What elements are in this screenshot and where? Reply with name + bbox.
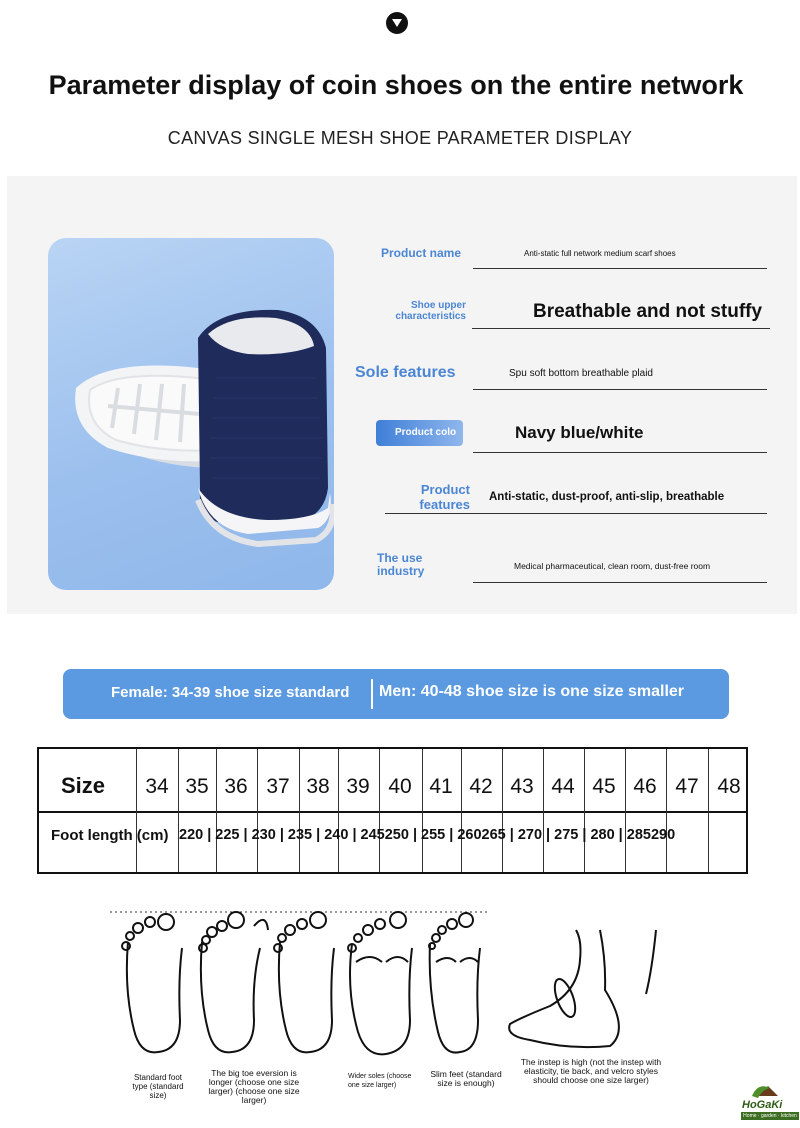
table-col-divider (543, 749, 544, 872)
param-divider (385, 513, 767, 514)
size-cell: 42 (469, 775, 493, 798)
size-cell: 35 (185, 775, 209, 798)
param-label-industry (377, 552, 437, 578)
page-subtitle: CANVAS SINGLE MESH SHOE PARAMETER DISPLAY (167, 128, 633, 148)
size-cell: 37 (266, 775, 290, 798)
param-label-upper (382, 300, 466, 322)
table-col-divider (379, 749, 380, 872)
chevron-down-icon (386, 12, 408, 34)
size-cell: 40 (388, 775, 412, 798)
param-label-features-text: Product features (419, 482, 470, 512)
foot-length-header: Foot length (cm) (51, 827, 169, 844)
size-standard-banner (63, 669, 729, 719)
foot-type-illustrations (100, 900, 700, 1060)
size-cell: 46 (633, 775, 657, 798)
size-cell: 48 (717, 775, 741, 798)
caption-toe-eversion: The big toe eversion is longer (choose one size larger) (choose one size larger) (208, 1068, 300, 1105)
table-col-divider (136, 749, 137, 872)
size-cell: 38 (306, 775, 330, 798)
param-label-product-name: Product name (381, 246, 462, 260)
param-value-sole: Spu soft bottom breathable plaid (509, 368, 653, 379)
size-cell: 39 (346, 775, 370, 798)
female-size-note: Female: 34-39 shoe size standard (111, 684, 350, 701)
size-cell: 47 (675, 775, 699, 798)
table-row-divider (39, 811, 746, 813)
param-label-industry-text: The use industry (377, 551, 425, 578)
table-col-divider (666, 749, 667, 872)
table-col-divider (216, 749, 217, 872)
param-divider (473, 268, 767, 269)
logo-tagline: Home · garden · kitchen (741, 1112, 799, 1120)
caption-high-instep: The instep is high (not the instep with elasticity, tie back, and velcro styles should choose one size larger) (520, 1057, 662, 1085)
table-col-divider (708, 749, 709, 872)
caption-wider-soles: Wider soles (choose one size larger) (348, 1073, 412, 1089)
param-label-sole: Sole features (355, 364, 456, 381)
table-col-divider (338, 749, 339, 872)
size-cell: 34 (145, 775, 169, 798)
param-divider (473, 452, 767, 453)
param-value-product-name: Anti-static full network medium scarf shoes (524, 249, 676, 258)
param-label-color: Product colo (395, 427, 457, 438)
param-label-features (400, 482, 470, 512)
size-cell: 45 (592, 775, 616, 798)
size-cell: 43 (510, 775, 534, 798)
param-label-color-pill (376, 420, 463, 446)
product-photo (48, 238, 334, 590)
param-divider (472, 328, 770, 329)
table-col-divider (502, 749, 503, 872)
table-col-divider (257, 749, 258, 872)
size-cell: 36 (224, 775, 248, 798)
table-col-divider (299, 749, 300, 872)
table-col-divider (422, 749, 423, 872)
foot-length-values: 220 | 225 | 230 | 235 | 240 | 245250 | 255 | 260265 | 270 | 275 | 280 | 285290 (179, 827, 676, 843)
size-header: Size (61, 773, 106, 798)
size-table (37, 747, 748, 874)
logo-name: HoGaKi (742, 1099, 783, 1111)
caption-slim-feet: Slim feet (standard size is enough) (430, 1069, 502, 1088)
param-value-industry: Medical pharmaceutical, clean room, dust-free room (514, 561, 711, 571)
param-divider (473, 389, 767, 390)
param-value-features: Anti-static, dust-proof, anti-slip, breathable (489, 491, 725, 503)
table-col-divider (461, 749, 462, 872)
caption-standard-foot: Standard foot type (standard size) (132, 1073, 184, 1100)
male-size-note: Men: 40-48 shoe size is one size smaller (379, 683, 685, 700)
param-divider (473, 582, 767, 583)
size-cell: 44 (551, 775, 575, 798)
table-col-divider (584, 749, 585, 872)
param-value-color: Navy blue/white (515, 423, 644, 442)
page-title: Parameter display of coin shoes on the entire network (48, 70, 744, 100)
param-label-upper-text: Shoe upper characteristics (395, 300, 466, 322)
param-value-upper: Breathable and not stuffy (533, 301, 763, 322)
table-col-divider (625, 749, 626, 872)
size-cell: 41 (429, 775, 453, 798)
banner-divider (371, 679, 373, 709)
table-col-divider (178, 749, 179, 872)
